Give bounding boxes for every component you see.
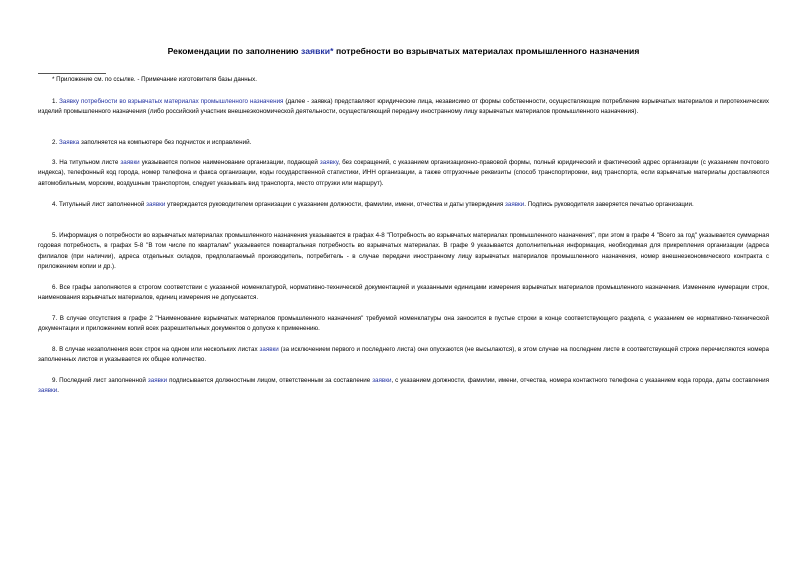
p1-rest: (далее - заявка) представляют юридические лица, независимо от формы собственности, осуществляющие потребление взрывчатых материалов и пиротехнических изделий промышленного назначения (либо российский участник внешнеэкономической деятельности, осуществляющий передачу иностранному лицу взрывчатых материалов промышленного назначения). xyxy=(38,98,770,116)
p2-link[interactable]: Заявка xyxy=(58,139,80,146)
p4-link-2[interactable]: заявки xyxy=(505,201,525,208)
p9-text-c: , с указанием должности, фамилии, имени, отчества, номера контактного телефона с указанием кода города, даты составления xyxy=(391,377,770,384)
p9-link-1[interactable]: заявки xyxy=(147,377,168,384)
p4-text-b: утверждается руководителем организации с указанием должности, фамилии, имени, отчества и даты утверждения xyxy=(165,201,506,208)
p4-link-1[interactable]: заявки xyxy=(146,201,166,208)
p4-text-a: 4. Титульный лист заполненной xyxy=(52,201,147,208)
paragraph-9 xyxy=(38,376,769,397)
paragraph-7: 7. В случае отсутствия в графе 2 "Наименование взрывчатых материалов промышленного назначения" требуемой номенклатуры она заносится в пустые строки в конце соответствующего раздела, с указанием ее нормативно-технической документации и приложением копий всех разрешительных документов о допуске к применению. xyxy=(38,315,769,333)
p9-text-a: 9. Последний лист заполненной xyxy=(52,377,148,384)
p3-link-2[interactable]: заявку xyxy=(319,159,339,166)
p8-text-b: (за исключением первого и последнего листа) они опускаются (не высылаются), в этом случае на последнем листе в соответствующей строке перечисляются номера заполненных листов и указывается их общее количество. xyxy=(38,346,769,364)
footnote-divider xyxy=(38,73,106,74)
paragraph-5: 5. Информация о потребности во взрывчатых материалах промышленного назначения указывается в графах 4-8 "Потребность во взрывчатых материалах промышленного назначения", при этом в графе 4 "Всего за год" указывается суммарная годовая потребность, в графах 5-8 "В том числе по кварталам" указывается поквартальная потребность во взрывчатых материалах. В графе 9 указывается дополнительная информация, необходимая для прикрепления организации (адреса филиалов (при наличии), адреса отдельных складов, предполагаемый производитель, потребитель - в случае передачи иностранному лицу взрывчатых материалов промышленного назначения, номер внешнеэкономического контракта с приложением копии и др.). xyxy=(38,232,769,271)
p4-text-c: . Подпись руководителя заверяется печатью организации. xyxy=(524,201,694,208)
paragraph-6: 6. Все графы заполняются в строгом соответствии с указанной номенклатурой, нормативно-технической документацией и указанными единицами измерения взрывчатых материалов промышленного назначения. Изменение нумерации строк, наименования взрывчатых материалов, единиц измерения не допускается. xyxy=(38,284,769,302)
title-text: Рекомендации по заполнению xyxy=(167,46,301,56)
footnote: * Приложение см. по ссылке. - Примечание изготовителя базы данных. xyxy=(52,76,257,83)
p8-link[interactable]: заявки xyxy=(259,346,279,353)
paragraph-8 xyxy=(38,345,769,366)
p8-text-a: 8. В случае незаполнения всех строк на одном или нескольких листах xyxy=(52,346,260,353)
paragraph-2 xyxy=(38,138,769,148)
p9-text-d: . xyxy=(57,387,60,395)
p2-lead: 2. xyxy=(52,139,59,146)
p2-rest: заполняется на компьютере без подчисток и исправлений. xyxy=(79,139,252,146)
p3-text-b: указывается полное наименование организации, подающей xyxy=(139,159,320,166)
title-link-zayavki[interactable]: заявки* xyxy=(300,46,334,56)
paragraph-1 xyxy=(38,97,769,118)
p3-text-c: , без сокращений, с указанием организационно-правовой формы, полный юридический и фактический адрес организации (с указанием почтового индекса), телефонный код города, номер телефона и факса организации, коды государственной статистики, ИНН организации, а также отгрузочные реквизиты (способ транспортировки, вид транспорта, если взрывчатые материалы доставляются автомобильным, морским, воздушным транспортом, следует указывать вид транспорта, место отгрузки или маршрут). xyxy=(38,159,769,187)
paragraph-3 xyxy=(38,158,769,189)
p3-text-a: 3. На титульном листе xyxy=(52,159,121,166)
p1-link[interactable]: Заявку потребности во взрывчатых материалах промышленного назначения xyxy=(59,98,284,105)
p9-text-b: подписывается должностным лицом, ответственным за составление xyxy=(167,377,373,384)
title-text-rest: потребности во взрывчатых материалах промышленного назначения xyxy=(333,46,640,56)
p9-link-3[interactable]: заявки xyxy=(38,387,58,395)
paragraph-4 xyxy=(38,200,769,210)
p3-link-1[interactable]: заявки xyxy=(120,159,140,166)
p9-link-2[interactable]: заявки xyxy=(372,377,392,384)
page-title xyxy=(38,46,769,56)
p1-lead: 1. xyxy=(52,98,60,105)
